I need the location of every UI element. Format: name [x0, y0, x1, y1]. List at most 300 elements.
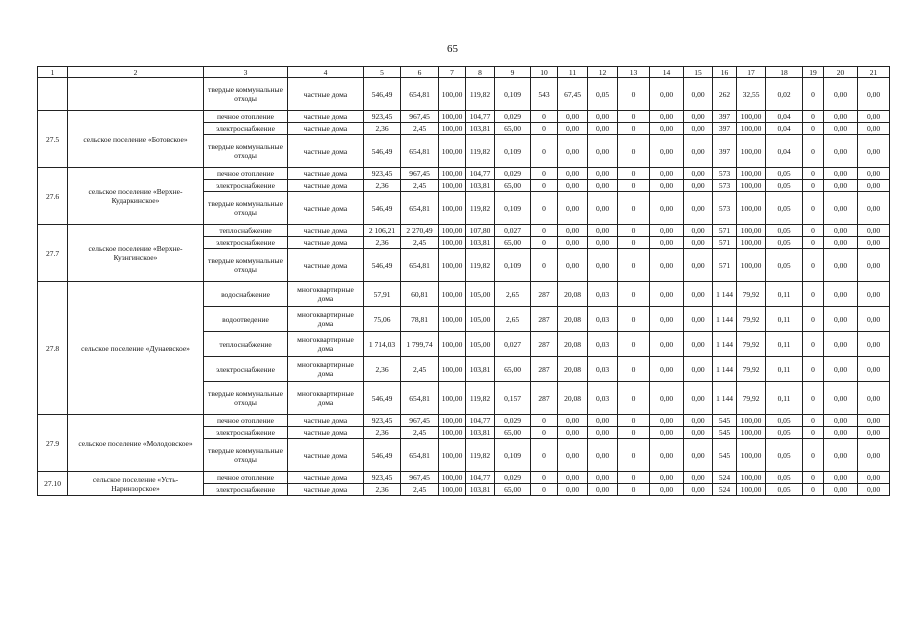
- value-cell: 0,00: [588, 192, 618, 225]
- value-cell: 0: [531, 439, 558, 472]
- value-cell: 0: [531, 415, 558, 427]
- column-header: 9: [495, 67, 531, 78]
- value-cell: 0: [531, 123, 558, 135]
- value-cell: 0,03: [588, 382, 618, 415]
- settlement-name: сельское поселение «Верхне-Кузнгинское»: [68, 225, 204, 282]
- value-cell: 0: [803, 307, 824, 332]
- value-cell: 0: [618, 123, 650, 135]
- table-row: [38, 168, 890, 180]
- service-name: печное отопление: [204, 168, 288, 180]
- value-cell: 79,92: [737, 382, 766, 415]
- value-cell: 0,00: [858, 180, 890, 192]
- value-cell: 2,36: [364, 427, 401, 439]
- value-cell: 105,00: [466, 282, 495, 307]
- value-cell: 546,49: [364, 192, 401, 225]
- column-header: 16: [713, 67, 737, 78]
- housing-type: многоквартирные дома: [288, 357, 364, 382]
- value-cell: 654,81: [401, 439, 439, 472]
- value-cell: 923,45: [364, 472, 401, 484]
- value-cell: 0,00: [824, 415, 858, 427]
- value-cell: 654,81: [401, 249, 439, 282]
- value-cell: 546,49: [364, 249, 401, 282]
- value-cell: 0,00: [824, 123, 858, 135]
- value-cell: 0: [618, 168, 650, 180]
- value-cell: 524: [713, 484, 737, 496]
- housing-type: частные дома: [288, 123, 364, 135]
- value-cell: 0,00: [558, 180, 588, 192]
- value-cell: 20,08: [558, 382, 588, 415]
- value-cell: 0,00: [824, 225, 858, 237]
- value-cell: 0,00: [824, 135, 858, 168]
- value-cell: 0: [803, 332, 824, 357]
- value-cell: 0,00: [588, 249, 618, 282]
- value-cell: 2,45: [401, 427, 439, 439]
- header-row: [38, 67, 890, 78]
- value-cell: 0,00: [824, 237, 858, 249]
- value-cell: 0,00: [588, 237, 618, 249]
- value-cell: 0,05: [766, 168, 803, 180]
- value-cell: 0,11: [766, 332, 803, 357]
- value-cell: 0: [531, 168, 558, 180]
- value-cell: 0,05: [766, 180, 803, 192]
- value-cell: 57,91: [364, 282, 401, 307]
- housing-type: частные дома: [288, 439, 364, 472]
- value-cell: 0,029: [495, 415, 531, 427]
- column-header: 2: [68, 67, 204, 78]
- service-name: электроснабжение: [204, 123, 288, 135]
- value-cell: 0,05: [766, 415, 803, 427]
- service-name: твердые коммунальные отходы: [204, 78, 288, 111]
- value-cell: 573: [713, 168, 737, 180]
- service-name: печное отопление: [204, 111, 288, 123]
- housing-type: частные дома: [288, 415, 364, 427]
- value-cell: 0,11: [766, 382, 803, 415]
- value-cell: 0,00: [558, 472, 588, 484]
- value-cell: 0,00: [650, 192, 684, 225]
- value-cell: 119,82: [466, 439, 495, 472]
- column-header: 18: [766, 67, 803, 78]
- column-header: 4: [288, 67, 364, 78]
- value-cell: 0: [531, 237, 558, 249]
- service-name: электроснабжение: [204, 427, 288, 439]
- value-cell: 20,08: [558, 282, 588, 307]
- value-cell: 0,00: [650, 382, 684, 415]
- value-cell: 0,00: [558, 135, 588, 168]
- housing-type: частные дома: [288, 472, 364, 484]
- service-name: электроснабжение: [204, 180, 288, 192]
- value-cell: 0: [531, 111, 558, 123]
- column-header: 15: [684, 67, 713, 78]
- value-cell: 262: [713, 78, 737, 111]
- settlement-number: 27.7: [38, 225, 68, 282]
- value-cell: 0: [618, 237, 650, 249]
- value-cell: 0,00: [588, 180, 618, 192]
- value-cell: 0,05: [766, 472, 803, 484]
- value-cell: 0,00: [824, 357, 858, 382]
- value-cell: 0,00: [650, 237, 684, 249]
- value-cell: 397: [713, 111, 737, 123]
- value-cell: 1 144: [713, 332, 737, 357]
- value-cell: 2 106,21: [364, 225, 401, 237]
- settlement-number: 27.10: [38, 472, 68, 496]
- table-row: [38, 225, 890, 237]
- value-cell: 100,00: [737, 168, 766, 180]
- value-cell: 79,92: [737, 307, 766, 332]
- value-cell: 0,00: [650, 135, 684, 168]
- value-cell: 0,029: [495, 472, 531, 484]
- value-cell: 0,00: [650, 332, 684, 357]
- value-cell: 0: [531, 192, 558, 225]
- value-cell: 0: [618, 282, 650, 307]
- value-cell: 0,11: [766, 307, 803, 332]
- value-cell: 100,00: [737, 135, 766, 168]
- value-cell: 0,00: [588, 415, 618, 427]
- value-cell: 75,06: [364, 307, 401, 332]
- value-cell: 2,65: [495, 282, 531, 307]
- value-cell: 0: [618, 382, 650, 415]
- value-cell: 0,00: [588, 225, 618, 237]
- value-cell: 0,00: [858, 427, 890, 439]
- value-cell: 0: [803, 135, 824, 168]
- value-cell: 0,00: [824, 472, 858, 484]
- service-name: твердые коммунальные отходы: [204, 192, 288, 225]
- settlement-name: сельское поселение «Верхне-Кударкинское»: [68, 168, 204, 225]
- value-cell: 0,00: [858, 307, 890, 332]
- value-cell: 0,00: [824, 111, 858, 123]
- value-cell: 0,00: [684, 415, 713, 427]
- value-cell: 20,08: [558, 307, 588, 332]
- value-cell: 0: [803, 249, 824, 282]
- value-cell: 573: [713, 180, 737, 192]
- value-cell: 0,00: [824, 282, 858, 307]
- housing-type: многоквартирные дома: [288, 307, 364, 332]
- value-cell: 0,00: [650, 111, 684, 123]
- value-cell: 0,02: [766, 78, 803, 111]
- housing-type: частные дома: [288, 135, 364, 168]
- value-cell: 0: [803, 427, 824, 439]
- value-cell: 0,03: [588, 357, 618, 382]
- value-cell: 100,00: [439, 382, 466, 415]
- value-cell: 0,05: [588, 78, 618, 111]
- value-cell: 0,00: [650, 427, 684, 439]
- value-cell: 0,00: [588, 168, 618, 180]
- value-cell: 0,00: [650, 484, 684, 496]
- value-cell: 65,00: [495, 484, 531, 496]
- value-cell: 0,00: [650, 415, 684, 427]
- value-cell: 0,00: [858, 135, 890, 168]
- value-cell: 100,00: [439, 484, 466, 496]
- value-cell: 1 144: [713, 282, 737, 307]
- column-header: 11: [558, 67, 588, 78]
- value-cell: 0,029: [495, 168, 531, 180]
- value-cell: 0: [803, 78, 824, 111]
- value-cell: 2,36: [364, 180, 401, 192]
- value-cell: 0,027: [495, 332, 531, 357]
- service-name: теплоснабжение: [204, 332, 288, 357]
- value-cell: 0,00: [824, 439, 858, 472]
- value-cell: 967,45: [401, 111, 439, 123]
- value-cell: 571: [713, 249, 737, 282]
- value-cell: 0,109: [495, 439, 531, 472]
- value-cell: 78,81: [401, 307, 439, 332]
- value-cell: 0: [803, 472, 824, 484]
- value-cell: 0,00: [650, 123, 684, 135]
- value-cell: 0,00: [858, 357, 890, 382]
- value-cell: 0,00: [650, 78, 684, 111]
- table-row: [38, 282, 890, 307]
- value-cell: 0: [803, 357, 824, 382]
- value-cell: 0,00: [858, 382, 890, 415]
- value-cell: 0,00: [858, 225, 890, 237]
- value-cell: 60,81: [401, 282, 439, 307]
- value-cell: 0,00: [858, 168, 890, 180]
- column-header: 12: [588, 67, 618, 78]
- value-cell: 0: [803, 415, 824, 427]
- value-cell: 0,05: [766, 237, 803, 249]
- settlement-name: сельское поселение «Дунаевское»: [68, 282, 204, 415]
- housing-type: частные дома: [288, 192, 364, 225]
- value-cell: 0,00: [684, 111, 713, 123]
- settlement-number: 27.6: [38, 168, 68, 225]
- column-header: 3: [204, 67, 288, 78]
- value-cell: 100,00: [439, 135, 466, 168]
- value-cell: 0,00: [858, 123, 890, 135]
- column-header: 21: [858, 67, 890, 78]
- value-cell: 545: [713, 415, 737, 427]
- value-cell: 0: [531, 225, 558, 237]
- value-cell: 0,00: [650, 307, 684, 332]
- value-cell: 967,45: [401, 415, 439, 427]
- value-cell: 0,00: [824, 180, 858, 192]
- value-cell: 103,81: [466, 357, 495, 382]
- value-cell: 0,00: [684, 307, 713, 332]
- value-cell: 105,00: [466, 332, 495, 357]
- value-cell: 0,00: [858, 282, 890, 307]
- value-cell: 100,00: [737, 111, 766, 123]
- value-cell: 65,00: [495, 237, 531, 249]
- value-cell: 0: [618, 484, 650, 496]
- housing-type: многоквартирные дома: [288, 382, 364, 415]
- value-cell: 0: [803, 123, 824, 135]
- value-cell: 100,00: [439, 237, 466, 249]
- value-cell: 0,00: [858, 78, 890, 111]
- value-cell: 524: [713, 472, 737, 484]
- value-cell: 65,00: [495, 427, 531, 439]
- value-cell: 923,45: [364, 168, 401, 180]
- housing-type: частные дома: [288, 427, 364, 439]
- value-cell: 100,00: [439, 168, 466, 180]
- value-cell: 0,00: [824, 192, 858, 225]
- value-cell: 545: [713, 427, 737, 439]
- service-name: твердые коммунальные отходы: [204, 249, 288, 282]
- value-cell: 0: [618, 332, 650, 357]
- value-cell: 0,00: [588, 427, 618, 439]
- value-cell: 0,11: [766, 357, 803, 382]
- value-cell: 0,00: [824, 78, 858, 111]
- value-cell: 0: [618, 180, 650, 192]
- value-cell: 0: [531, 180, 558, 192]
- settlement-name: сельское поселение «Ботовское»: [68, 111, 204, 168]
- value-cell: 0: [618, 439, 650, 472]
- value-cell: 0,00: [558, 237, 588, 249]
- value-cell: 0,00: [558, 439, 588, 472]
- value-cell: 100,00: [737, 237, 766, 249]
- value-cell: 0,00: [588, 439, 618, 472]
- column-header: 10: [531, 67, 558, 78]
- value-cell: 0,00: [684, 168, 713, 180]
- value-cell: 0,00: [858, 249, 890, 282]
- value-cell: 571: [713, 237, 737, 249]
- value-cell: 2,36: [364, 484, 401, 496]
- value-cell: 0,00: [650, 180, 684, 192]
- housing-type: многоквартирные дома: [288, 282, 364, 307]
- value-cell: 0,03: [588, 332, 618, 357]
- value-cell: 100,00: [439, 111, 466, 123]
- service-name: электроснабжение: [204, 357, 288, 382]
- value-cell: 119,82: [466, 192, 495, 225]
- value-cell: 0,04: [766, 123, 803, 135]
- value-cell: 0,05: [766, 225, 803, 237]
- value-cell: 0,00: [650, 472, 684, 484]
- table-row: [38, 78, 890, 111]
- value-cell: 0,00: [858, 237, 890, 249]
- value-cell: 0,05: [766, 427, 803, 439]
- value-cell: 103,81: [466, 237, 495, 249]
- value-cell: 0,00: [558, 111, 588, 123]
- value-cell: 104,77: [466, 472, 495, 484]
- value-cell: 65,00: [495, 123, 531, 135]
- value-cell: 0,05: [766, 484, 803, 496]
- value-cell: 2,45: [401, 484, 439, 496]
- value-cell: 0,00: [824, 307, 858, 332]
- value-cell: 0,00: [684, 225, 713, 237]
- value-cell: 100,00: [737, 180, 766, 192]
- value-cell: 0: [803, 111, 824, 123]
- value-cell: 654,81: [401, 382, 439, 415]
- value-cell: 0,00: [824, 249, 858, 282]
- value-cell: 104,77: [466, 415, 495, 427]
- value-cell: 543: [531, 78, 558, 111]
- value-cell: 107,80: [466, 225, 495, 237]
- value-cell: 100,00: [737, 472, 766, 484]
- value-cell: 0,00: [684, 382, 713, 415]
- value-cell: 967,45: [401, 168, 439, 180]
- value-cell: 0,00: [684, 135, 713, 168]
- value-cell: 100,00: [439, 78, 466, 111]
- settlement-number: [38, 78, 68, 111]
- settlement-number: 27.8: [38, 282, 68, 415]
- value-cell: 0,00: [858, 111, 890, 123]
- housing-type: частные дома: [288, 168, 364, 180]
- value-cell: 0,00: [650, 439, 684, 472]
- value-cell: 0,00: [684, 180, 713, 192]
- value-cell: 0,04: [766, 135, 803, 168]
- value-cell: 0: [803, 484, 824, 496]
- value-cell: 0,00: [650, 282, 684, 307]
- column-header: 19: [803, 67, 824, 78]
- settlement-number: 27.5: [38, 111, 68, 168]
- value-cell: 20,08: [558, 332, 588, 357]
- value-cell: 32,55: [737, 78, 766, 111]
- value-cell: 0: [803, 439, 824, 472]
- value-cell: 0,00: [858, 472, 890, 484]
- value-cell: 20,08: [558, 357, 588, 382]
- value-cell: 0,00: [558, 168, 588, 180]
- value-cell: 0,00: [684, 123, 713, 135]
- value-cell: 0,00: [684, 427, 713, 439]
- housing-type: частные дома: [288, 484, 364, 496]
- value-cell: 0,00: [558, 225, 588, 237]
- service-name: печное отопление: [204, 415, 288, 427]
- value-cell: 2,36: [364, 123, 401, 135]
- value-cell: 103,81: [466, 180, 495, 192]
- tariff-table: [37, 66, 890, 496]
- value-cell: 100,00: [737, 249, 766, 282]
- value-cell: 0,00: [684, 332, 713, 357]
- housing-type: многоквартирные дома: [288, 332, 364, 357]
- value-cell: 0,05: [766, 439, 803, 472]
- value-cell: 67,45: [558, 78, 588, 111]
- service-name: водоотведение: [204, 307, 288, 332]
- value-cell: 0,00: [650, 168, 684, 180]
- value-cell: 0,00: [684, 78, 713, 111]
- value-cell: 0,00: [858, 192, 890, 225]
- service-name: твердые коммунальные отходы: [204, 439, 288, 472]
- value-cell: 104,77: [466, 111, 495, 123]
- value-cell: 2,65: [495, 307, 531, 332]
- service-name: твердые коммунальные отходы: [204, 382, 288, 415]
- value-cell: 0,11: [766, 282, 803, 307]
- value-cell: 79,92: [737, 282, 766, 307]
- value-cell: 1 714,03: [364, 332, 401, 357]
- housing-type: частные дома: [288, 111, 364, 123]
- value-cell: 287: [531, 382, 558, 415]
- housing-type: частные дома: [288, 180, 364, 192]
- service-name: печное отопление: [204, 472, 288, 484]
- column-header: 20: [824, 67, 858, 78]
- value-cell: 0: [618, 111, 650, 123]
- value-cell: 0,00: [684, 249, 713, 282]
- value-cell: 0: [531, 484, 558, 496]
- value-cell: 103,81: [466, 484, 495, 496]
- value-cell: 0,00: [684, 282, 713, 307]
- service-name: электроснабжение: [204, 237, 288, 249]
- value-cell: 100,00: [439, 307, 466, 332]
- value-cell: 0: [531, 249, 558, 282]
- housing-type: частные дома: [288, 249, 364, 282]
- value-cell: 0,109: [495, 78, 531, 111]
- value-cell: 1 799,74: [401, 332, 439, 357]
- column-header: 7: [439, 67, 466, 78]
- value-cell: 0,00: [824, 332, 858, 357]
- value-cell: 100,00: [737, 439, 766, 472]
- value-cell: 100,00: [439, 225, 466, 237]
- value-cell: 0,04: [766, 111, 803, 123]
- value-cell: 287: [531, 357, 558, 382]
- value-cell: 2,45: [401, 357, 439, 382]
- value-cell: 104,77: [466, 168, 495, 180]
- value-cell: 0: [803, 180, 824, 192]
- value-cell: 654,81: [401, 135, 439, 168]
- value-cell: 119,82: [466, 78, 495, 111]
- table-row: [38, 472, 890, 484]
- table-row: [38, 111, 890, 123]
- column-header: 17: [737, 67, 766, 78]
- value-cell: 0: [531, 135, 558, 168]
- housing-type: частные дома: [288, 237, 364, 249]
- value-cell: 0,109: [495, 135, 531, 168]
- value-cell: 0: [803, 225, 824, 237]
